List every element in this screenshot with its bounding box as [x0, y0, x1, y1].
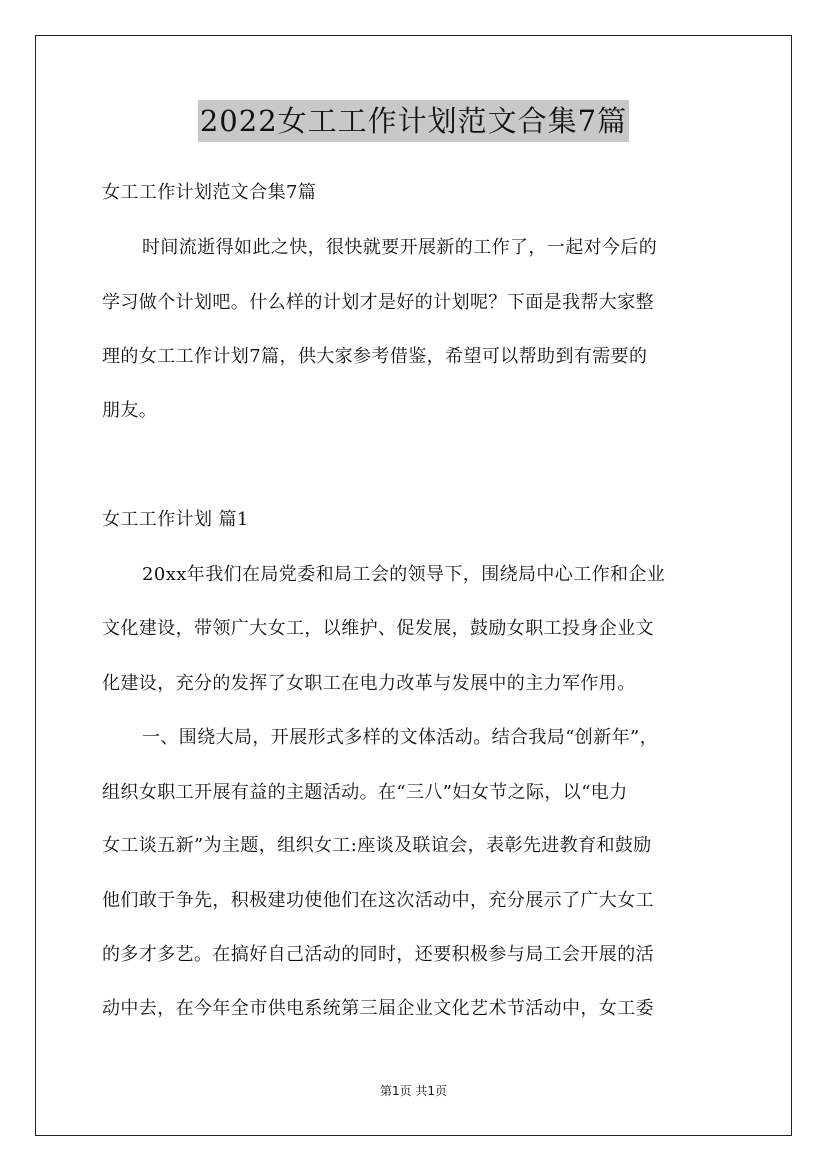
paragraph-line: 化建设，充分的发挥了女职工在电力改革与发展中的主力军作用。: [102, 673, 636, 694]
page-footer: 第1页 共1页: [379, 1084, 448, 1098]
paragraph-line: 动中去，在今年全市供电系统第三届企业文化艺术节活动中，女工委: [102, 998, 654, 1019]
subtitle-line: 女工工作计划范文合集7篇: [102, 182, 317, 203]
paragraph-line: 时间流逝得如此之快，很快就要开展新的工作了，一起对今后的: [142, 237, 658, 258]
paragraph-line: 的多才多艺。在搞好自己活动的同时，还要积极参与局工会开展的活: [102, 944, 654, 965]
paragraph-line: 20xx年我们在局党委和局工会的领导下，围绕局中心工作和企业: [142, 564, 666, 585]
paragraph-line: 组织女职工开展有益的主题活动。在“三八”妇女节之际，以“电力: [102, 782, 628, 803]
paragraph-line: 朋友。: [102, 400, 158, 421]
section-heading: 女工工作计划 篇1: [102, 509, 249, 530]
paragraph-line: 女工谈五新”为主题，组织女工:座谈及联谊会，表彰先进教育和鼓励: [102, 835, 652, 856]
paragraph-line: 一、围绕大局，开展形式多样的文体活动。结合我局“创新年”，: [142, 727, 659, 748]
paragraph-line: 他们敢于争先，积极建功使他们在这次活动中，充分展示了广大女工: [102, 890, 654, 911]
paragraph-line: 理的女工工作计划7篇，供大家参考借鉴，希望可以帮助到有需要的: [102, 346, 648, 367]
document-title: 2022女工工作计划范文合集7篇: [198, 100, 629, 142]
paragraph-line: 学习做个计划吧。什么样的计划才是好的计划呢？下面是我帮大家整: [102, 292, 654, 313]
document-title-wrap: [0, 100, 827, 142]
paragraph-line: 文化建设，带领广大女工，以维护、促发展，鼓励女职工投身企业文: [102, 618, 654, 639]
